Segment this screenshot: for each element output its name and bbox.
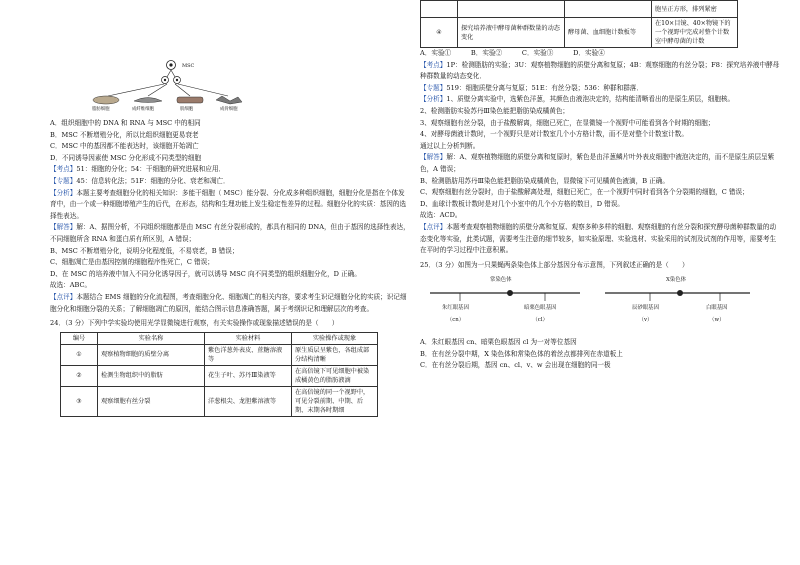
text-line — [420, 210, 780, 222]
q25-option-c: C．在有丝分裂后期，基因 cn、cl、v、w 会出现在细胞的同一极 — [420, 361, 611, 370]
text-line — [420, 199, 780, 211]
text-line — [420, 60, 780, 83]
autosome-label: 常染色体 — [490, 277, 512, 284]
gene-w: 白眼基因 （w） — [706, 305, 728, 323]
q25-option-b: B．在有丝分裂中期，X 染色体和常染色体的着丝点都排列在赤道板上 — [420, 349, 623, 358]
header-cell: 编号 — [61, 332, 98, 344]
text-line — [420, 129, 780, 141]
table-cell: 花生子叶、苏丹Ⅲ染液等 — [205, 365, 292, 386]
text-line — [420, 118, 780, 130]
line-text: 通过以上分析判断。 — [420, 141, 480, 150]
line-text: D、血球计数板计数时是对几个小室中的几个小方格的数目，D 错误。 — [420, 199, 624, 208]
line-text: 本题主要考查细胞分化的相关知识：多能干细胞（ MSC）能分裂、分化成多种组织细胞，细胞分化是指在个体发育中，由一个或一种细胞增殖产生的后代，在形态，结构和生理功能上发生稳定性差异的过程。细胞分化的实质：基因的选择性表达。 — [50, 188, 407, 220]
text-line — [50, 176, 410, 188]
text-line — [50, 257, 410, 269]
text-line — [420, 222, 780, 257]
line-text: 519：细胞质壁分离与复原；51E：有丝分裂；536：种群和群落． — [446, 83, 643, 92]
cell-label-fat: 脂肪细胞 — [92, 107, 110, 112]
table-row — [421, 18, 738, 48]
q25-option-a: A．朱红眼基因 cn、暗栗色眼基因 cl 为一对等位基因 — [420, 338, 577, 347]
line-text: C、细胞凋亡是由基因控制的细胞程序性死亡，C 错误； — [50, 258, 214, 267]
msc-label: MSC — [182, 63, 195, 69]
header-cell: 实验操作或现象 — [292, 332, 378, 344]
line-text: 45：信息转化法；51F：细胞的分化、衰老和凋亡． — [76, 176, 230, 185]
x-chromosome-label: X染色体 — [666, 277, 687, 284]
section-tag: 【点评】 — [420, 222, 447, 231]
text-line — [420, 141, 780, 153]
line-text: 故选：ACD。 — [420, 211, 462, 220]
gene-cn: 朱红眼基因 （cn） — [442, 305, 469, 323]
table-cell: 酵母菌、血细胞计数板等 — [565, 18, 652, 48]
line-text: 解：A、观察植物细胞的质壁分离和复原时，紫色是由洋葱鳞片叶外表皮细胞中液泡决定的，而不是原生质层呈紫色，A 错误； — [420, 153, 775, 173]
table-cell: ① — [61, 344, 98, 365]
line-text: 51：细胞的分化；54：干细胞的研究进展和应用． — [76, 165, 226, 174]
section-tag: 【专题】 — [50, 176, 77, 185]
table-row — [61, 386, 378, 416]
text-line — [420, 83, 780, 95]
line-text: 1P：检测脂肪的实验；3U：观察植物细胞的质壁分离和复原；4B：观察细胞的有丝分裂；F8：探究培养液中酵母种群数量的动态变化． — [420, 60, 780, 81]
text-line — [50, 153, 410, 165]
line-text: 解：A、据图分析，不同组织细胞都是由 MSC 有丝分裂形成的，都具有相同的 DNA，但由于基因的选择性表达，不同细胞所含 RNA 和蛋白质有所区别，A 错误； — [50, 223, 410, 243]
text-line — [420, 152, 780, 175]
left-column — [50, 0, 410, 417]
header-cell: 实验名称 — [98, 332, 205, 344]
text-line — [50, 246, 410, 258]
section-tag: 【考点】 — [420, 60, 447, 69]
section-tag: 【解答】 — [50, 223, 77, 232]
table-cell: 观察细胞有丝分裂 — [98, 386, 205, 416]
line-text: 4、对酵母菌液计数时，一个视野只是对计数室几个小方格计数，而不是对整个计数室计数。 — [420, 130, 688, 139]
cell-label-bone: 成骨细胞 — [220, 107, 238, 112]
text-line — [50, 130, 410, 142]
q24-table-header — [61, 332, 378, 344]
table-cell: 检测生物组织中的脂肪 — [98, 365, 205, 386]
line-text: 本题结合 EMS 细胞的分化流程图，考查细胞分化、细胞凋亡的相关内容，要求考生识记细胞分化的实质；识记细胞分化和细胞分裂的关系；了解细胞凋亡的原因，能结合图示信息准确答题，属于考纲识记和理解层次的考查。 — [50, 292, 407, 313]
section-tag: 【解答】 — [420, 153, 447, 162]
msc-differentiation-diagram — [70, 0, 250, 118]
section-tag: 【点评】 — [50, 292, 77, 301]
table-cell: 在10×目镜、40×物镜下的一个视野中完成对整个计数室中酵母菌的计数 — [652, 18, 738, 48]
line-text: 2、检测脂肪实验苏丹Ⅲ染色能把脂肪染成橘黄色； — [420, 106, 570, 115]
text-line — [420, 94, 780, 106]
table-cell: ③ — [61, 386, 98, 416]
q23-answer-text — [50, 118, 410, 315]
line-text: D、在 MSC 的培养液中加入不同分化诱导因子，就可以诱导 MSC 向不同类型的组织细胞分化，D 正确。 — [50, 269, 361, 278]
line-text: B．MSC 不断增殖分化，所以比组织细胞更易衰老 — [50, 130, 199, 139]
table-cell — [421, 1, 458, 18]
table-cell: 在高倍镜的同一个视野中，可见分裂前期、中期、后期、末期各时期细 — [292, 386, 378, 416]
q24-table-body — [61, 344, 378, 416]
line-text: 故选：ABC。 — [50, 281, 92, 290]
cell-label-fibroblast: 成纤维细胞 — [132, 107, 154, 112]
text-line — [50, 141, 410, 153]
q24-stem: 24．（3 分）下列中学实验均使用光学显微镜进行观察，有关实验操作或现象描述错误的是（ ） — [50, 319, 339, 328]
q24-options: A．实验① B．实验② C．实验③ D．实验④ — [420, 49, 605, 57]
table-cell — [565, 1, 652, 18]
q24-table-continued — [420, 0, 738, 48]
text-line — [50, 222, 410, 245]
table-cell: 探究培养液中酵母菌种群数量的动态变化 — [458, 18, 565, 48]
table-cell: 胞呈正方形，排列紧密 — [652, 1, 738, 18]
table-cell: 紫色洋葱外表皮、蔗糖溶液等 — [205, 344, 292, 365]
q24-table — [60, 332, 378, 417]
chromosome-diagram — [430, 275, 760, 335]
line-text: A．组织细胞中的 DNA 和 RNA 与 MSC 中的相同 — [50, 119, 201, 127]
text-line — [50, 292, 410, 315]
text-line — [50, 118, 410, 130]
section-tag: 【考点】 — [50, 165, 77, 174]
table-row — [61, 344, 378, 365]
text-line — [420, 176, 780, 188]
table-row — [421, 1, 738, 18]
section-tag: 【分析】 — [420, 95, 447, 104]
table-cell: 在高倍镜下可见细胞中被染成橘黄色的脂肪液滴 — [292, 365, 378, 386]
q25-stem: 25．（3 分）如图为一只果蝇两条染色体上部分基因分布示意图，下列叙述正确的是（ ） — [420, 260, 689, 269]
right-column — [420, 0, 780, 372]
table-row — [61, 365, 378, 386]
table-cell — [458, 1, 565, 18]
section-tag: 【专题】 — [420, 83, 447, 92]
table-cell: 洋葱根尖、龙胆紫溶液等 — [205, 386, 292, 416]
table-cell: ② — [61, 365, 98, 386]
gene-cl: 暗栗色眼基因 （cl） — [524, 305, 557, 323]
line-text: D．不同诱导因素使 MSC 分化形成不同类型的细胞 — [50, 153, 202, 162]
header-cell: 实验材料 — [205, 332, 292, 344]
line-text: B、MSC 不断增殖分化，说明分化程度低，不易衰老，B 错误； — [50, 246, 239, 255]
line-text: 3、观察细胞有丝分裂，由于盐酸解离，细胞已死亡，在显微镜一个视野中可能看到各个时期的细胞； — [420, 118, 715, 127]
table-cell: ④ — [421, 18, 458, 48]
line-text: C．MSC 中的基因都不能表达时，该细胞开始凋亡 — [50, 142, 199, 151]
gene-v: 辰砂眼基因 （v） — [632, 305, 659, 323]
line-text: 1、质壁分离实验中，选紫色洋葱，其颜色由液泡决定的，结构能清晰看出的是原生质层，细胞核。 — [446, 95, 735, 104]
text-line — [50, 280, 410, 292]
table-cell: 观察植物细胞的质壁分离 — [98, 344, 205, 365]
text-line — [420, 187, 780, 199]
q24-answer-text — [420, 60, 780, 257]
section-tag: 【分析】 — [50, 188, 77, 197]
line-text: B、检测脂肪用苏丹Ⅲ染色能把脂肪染成橘黄色，显微镜下可见橘黄色液滴，B 正确。 — [420, 176, 669, 185]
text-line — [50, 188, 410, 223]
text-line — [420, 106, 780, 118]
text-line — [50, 269, 410, 281]
cell-label-muscle: 肌细胞 — [180, 107, 194, 112]
text-line — [50, 164, 410, 176]
line-text: C、观察细胞有丝分裂时，由于盐酸解离处理，细胞已死亡，在一个视野中同时看到各个分裂期的细胞，C 错误； — [420, 188, 749, 197]
diagram-graphic — [70, 0, 250, 118]
line-text: 本题考查观察植物细胞的质壁分离和复原、观察多种多样的细胞、观察细胞的有丝分裂和探究酵母菌种群数量的动态变化等实验，此类试题，需要考生注意的细节较多，如实验原理、实验选材、实验采用的试剂及试剂的作用等，需要考生在平时的学习过程中注意积累。 — [420, 222, 777, 255]
table-cell: 原生质层呈紫色，各组成部分结构清晰 — [292, 344, 378, 365]
